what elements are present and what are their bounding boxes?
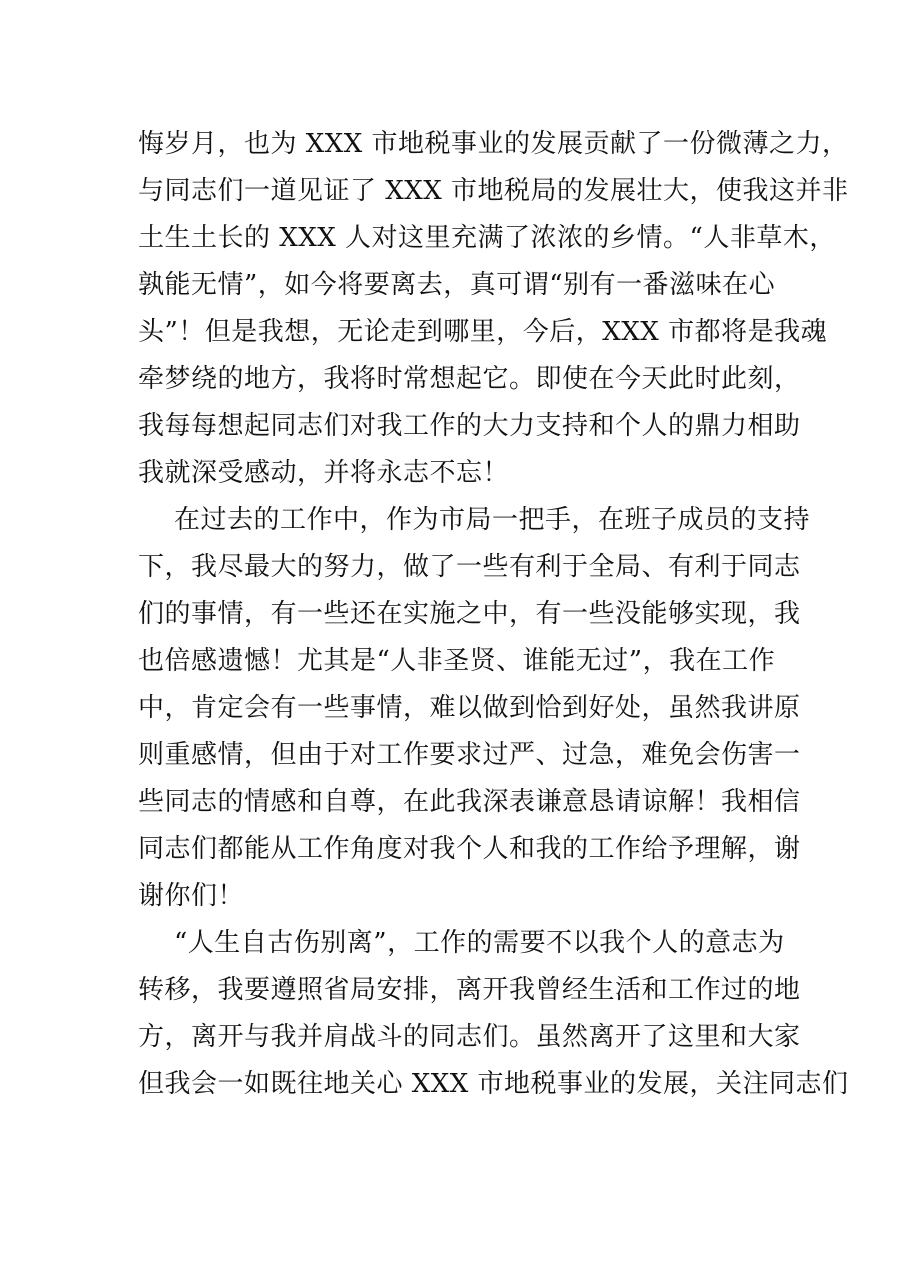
- text-line: 些同志的情感和自尊，在此我深表谦意恳请谅解！我相信: [138, 787, 801, 817]
- paragraph-3: [138, 920, 849, 1108]
- text-line: 牵梦绕的地方，我将时常想起它。即使在今天此时此刻，: [138, 364, 801, 394]
- text-line: 中，肯定会有一些事情，难以做到恰到好处，虽然我讲原: [138, 693, 801, 723]
- text-line: 同志们都能从工作角度对我个人和我的工作给予理解，谢: [138, 834, 801, 864]
- text-line: 则重感情，但由于对工作要求过严、过急，难免会伤害一: [138, 740, 801, 770]
- text-line: 悔岁月，也为 XXX 市地税事业的发展贡献了一份微薄之力，: [138, 129, 849, 159]
- document-body: [138, 121, 849, 1108]
- text-line: 下，我尽最大的努力，做了一些有利于全局、有利于同志: [138, 552, 801, 582]
- text-line: 但我会一如既往地关心 XXX 市地税事业的发展，关注同志们: [138, 1069, 849, 1099]
- text-line: 在过去的工作中，作为市局一把手，在班子成员的支持: [174, 505, 811, 535]
- text-line: 转移，我要遵照省局安排，离开我曾经生活和工作过的地: [138, 975, 801, 1005]
- text-line: 与同志们一道见证了 XXX 市地税局的发展壮大，使我这并非: [138, 176, 849, 206]
- paragraph-1: [138, 121, 849, 497]
- text-line: 我就深受感动，并将永志不忘！: [138, 458, 510, 488]
- paragraph-2: [138, 497, 811, 920]
- text-line: 孰能无情”，如今将要离去，真可谓“别有一番滋味在心: [138, 270, 776, 300]
- text-line: 也倍感遗憾！尤其是“人非圣贤、谁能无过”，我在工作: [138, 646, 776, 676]
- text-line: 方，离开与我并肩战斗的同志们。虽然离开了这里和大家: [138, 1022, 801, 1052]
- text-line: 头”！但是我想，无论走到哪里，今后，XXX 市都将是我魂: [138, 317, 828, 347]
- text-line: 谢你们！: [138, 881, 245, 911]
- text-line: 们的事情，有一些还在实施之中，有一些没能够实现，我: [138, 599, 801, 629]
- text-line: 我每每想起同志们对我工作的大力支持和个人的鼎力相助: [138, 411, 801, 441]
- text-line: “人生自古伤别离”，工作的需要不以我个人的意志为: [174, 928, 785, 958]
- text-line: 土生土长的 XXX 人对这里充满了浓浓的乡情。“人非草木，: [138, 223, 836, 253]
